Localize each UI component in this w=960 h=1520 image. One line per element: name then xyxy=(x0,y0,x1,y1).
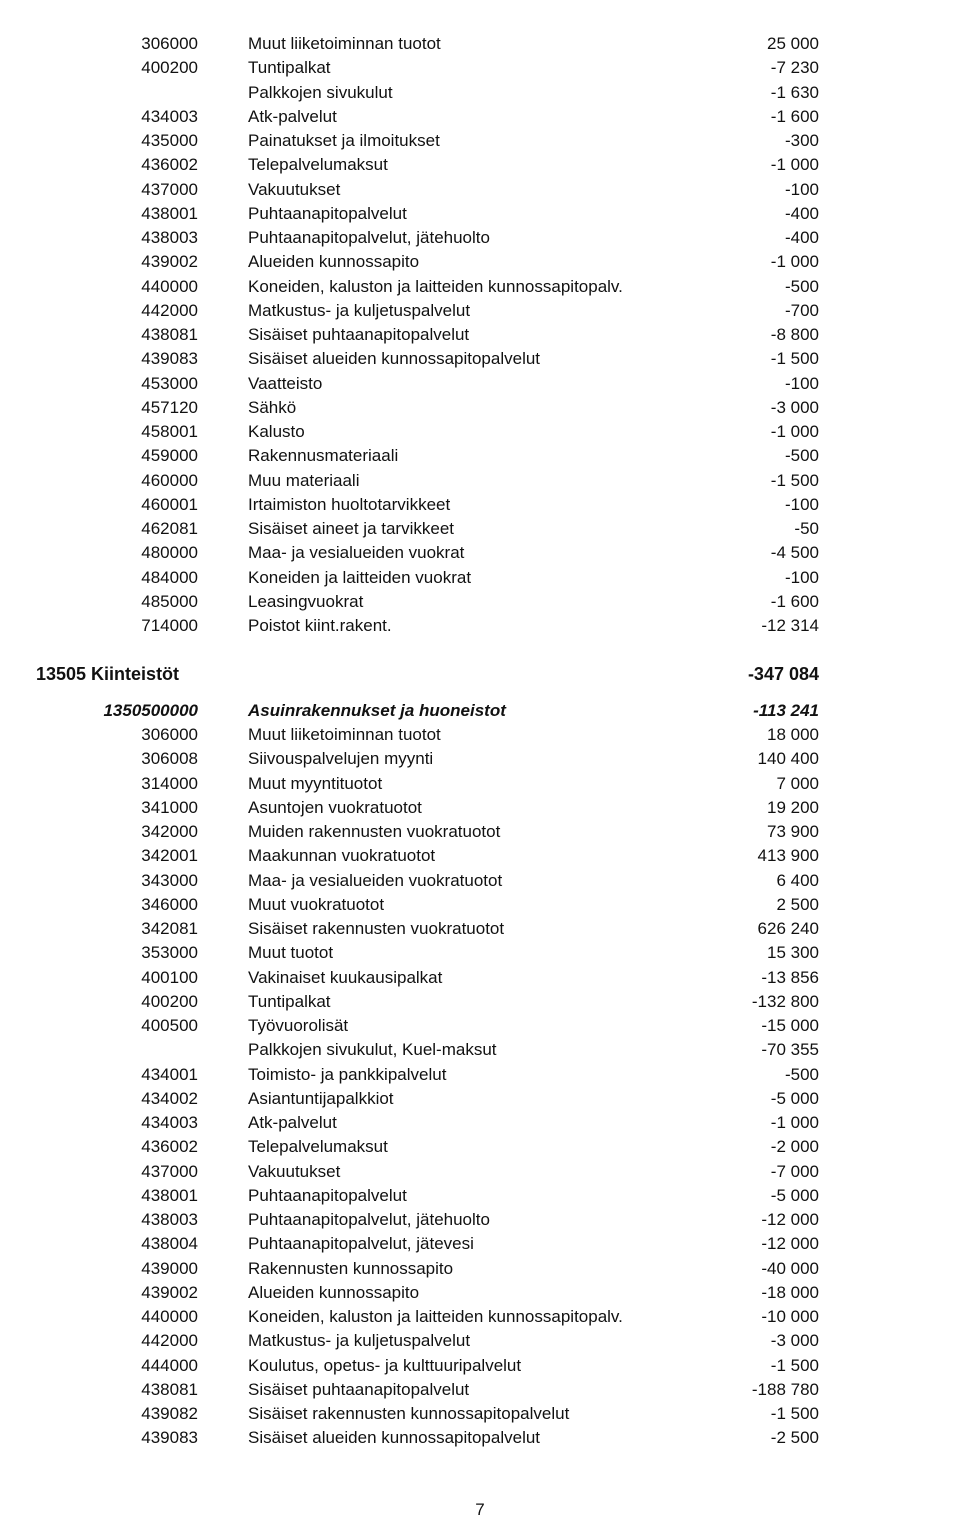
account-description: Koneiden, kaluston ja laitteiden kunnossapitopalv. xyxy=(248,1307,623,1326)
account-amount: -3 000 xyxy=(770,1331,819,1351)
table-row xyxy=(0,1038,960,1062)
table-row xyxy=(0,941,960,965)
table-row xyxy=(0,56,960,80)
account-code: 437000 xyxy=(141,1161,198,1181)
account-description: Siivouspalvelujen myynti xyxy=(248,749,434,769)
table-row xyxy=(0,493,960,517)
account-amount: -50 xyxy=(794,519,819,538)
account-code: 438001 xyxy=(141,203,198,223)
account-amount: 2 500 xyxy=(776,894,819,914)
account-description: Vakuutukset xyxy=(248,179,341,199)
table-row xyxy=(0,1208,960,1232)
table-row xyxy=(0,1184,960,1208)
account-description: Koulutus, opetus- ja kulttuuripalvelut xyxy=(248,1355,522,1375)
account-description: Puhtaanapitopalvelut xyxy=(248,203,407,223)
account-code: 439083 xyxy=(141,1428,198,1448)
account-description: Muut tuotot xyxy=(248,943,334,963)
table-row xyxy=(0,747,960,771)
account-amount: -1 630 xyxy=(770,82,819,102)
table-row xyxy=(0,202,960,226)
account-code: 341000 xyxy=(141,797,198,817)
account-description: Muu materiaali xyxy=(248,470,360,490)
account-code: 346000 xyxy=(141,894,198,914)
account-amount: 413 900 xyxy=(757,846,819,866)
account-description: Sisäiset rakennusten vuokratuotot xyxy=(248,919,505,938)
account-amount: -1 500 xyxy=(770,1404,819,1423)
account-description: Alueiden kunnossapito xyxy=(248,252,420,272)
account-code: 439083 xyxy=(141,349,198,369)
table-row xyxy=(0,820,960,844)
account-amount: -1 000 xyxy=(770,252,819,272)
account-description: Sisäiset puhtaanapitopalvelut xyxy=(248,325,470,344)
account-amount: -2 500 xyxy=(770,1428,819,1448)
account-description: Irtaimiston huoltotarvikkeet xyxy=(248,494,451,514)
account-amount: 626 240 xyxy=(757,919,819,938)
account-description: Rakennusmateriaali xyxy=(248,446,399,466)
account-description: Puhtaanapitopalvelut, jätevesi xyxy=(248,1234,474,1254)
account-code: 439002 xyxy=(141,1282,198,1302)
account-description: Sisäiset aineet ja tarvikkeet xyxy=(248,519,454,538)
account-code: 439002 xyxy=(141,252,198,272)
account-code: 438001 xyxy=(141,1185,198,1205)
table-row xyxy=(0,869,960,893)
account-code: 438003 xyxy=(141,1210,198,1229)
account-code: 438081 xyxy=(141,325,198,344)
account-code: 306000 xyxy=(141,725,198,744)
account-code: 434003 xyxy=(141,106,198,126)
account-description: Vaatteisto xyxy=(248,373,323,393)
account-code: 400200 xyxy=(141,58,198,78)
subsection-title: Asuinrakennukset ja huoneistot xyxy=(248,701,506,720)
table-row xyxy=(0,1014,960,1038)
account-code: 400100 xyxy=(141,967,198,987)
account-amount: -100 xyxy=(784,373,819,393)
account-description: Matkustus- ja kuljetuspalvelut xyxy=(248,1331,471,1351)
account-code: 314000 xyxy=(141,773,198,793)
account-description: Muut liiketoiminnan tuotot xyxy=(248,34,441,53)
account-description: Atk-palvelut xyxy=(248,1113,337,1132)
account-description: Tuntipalkat xyxy=(248,991,331,1011)
table-row xyxy=(0,614,960,638)
account-amount: 7 000 xyxy=(776,773,819,793)
account-amount: -10 000 xyxy=(761,1307,819,1326)
account-description: Vakinaiset kuukausipalkat xyxy=(248,967,443,987)
account-amount: -188 780 xyxy=(751,1379,819,1399)
table-row xyxy=(0,469,960,493)
account-amount: -1 600 xyxy=(770,106,819,126)
account-code: 400200 xyxy=(141,991,198,1011)
account-description: Muut vuokratuotot xyxy=(248,894,385,914)
section-header xyxy=(0,662,960,686)
account-description: Työvuorolisät xyxy=(248,1016,349,1035)
account-description: Telepalvelumaksut xyxy=(248,1137,388,1157)
table-row xyxy=(0,590,960,614)
page-number: 7 xyxy=(475,1500,485,1519)
account-description: Rakennusten kunnossapito xyxy=(248,1258,454,1278)
account-code: 438003 xyxy=(141,228,198,247)
table-row xyxy=(0,566,960,590)
account-code: 440000 xyxy=(141,1307,198,1326)
table-row xyxy=(0,796,960,820)
table-row xyxy=(0,32,960,56)
account-code: 453000 xyxy=(141,373,198,393)
account-amount: -13 856 xyxy=(761,967,819,987)
account-code: 460001 xyxy=(141,494,198,514)
account-amount: -5 000 xyxy=(770,1088,819,1108)
account-code: 442000 xyxy=(141,300,198,320)
account-code: 435000 xyxy=(141,131,198,150)
account-code: 342081 xyxy=(141,919,198,938)
account-amount: 19 200 xyxy=(767,797,819,817)
account-amount: -300 xyxy=(784,131,819,150)
table-row xyxy=(0,844,960,868)
account-amount: -500 xyxy=(784,1064,819,1084)
account-amount: -500 xyxy=(784,446,819,466)
table-row xyxy=(0,323,960,347)
account-code: 343000 xyxy=(141,870,198,890)
account-description: Puhtaanapitopalvelut xyxy=(248,1185,407,1205)
account-description: Vakuutukset xyxy=(248,1161,341,1181)
account-amount: 18 000 xyxy=(767,725,819,744)
account-code: 342000 xyxy=(141,822,198,841)
account-description: Koneiden ja laitteiden vuokrat xyxy=(248,567,472,587)
account-amount: -40 000 xyxy=(761,1258,819,1278)
account-amount: 6 400 xyxy=(776,870,819,890)
account-code: 438004 xyxy=(141,1234,198,1254)
account-description: Alueiden kunnossapito xyxy=(248,1282,420,1302)
account-code: 480000 xyxy=(141,543,198,563)
account-amount: -3 000 xyxy=(770,397,819,417)
account-amount: -7 000 xyxy=(770,1161,819,1181)
account-description: Sisäiset alueiden kunnossapitopalvelut xyxy=(248,349,541,369)
account-code: 434003 xyxy=(141,1113,198,1132)
account-description: Muiden rakennusten vuokratuotot xyxy=(248,822,501,841)
table-row xyxy=(0,1160,960,1184)
subsection-code: 1350500000 xyxy=(103,701,198,720)
account-amount: -400 xyxy=(784,203,819,223)
account-description: Asiantuntijapalkkiot xyxy=(248,1088,394,1108)
table-row xyxy=(0,1378,960,1402)
account-amount: 73 900 xyxy=(767,822,819,841)
account-code: 438081 xyxy=(141,1379,198,1399)
table-row xyxy=(0,275,960,299)
table-row xyxy=(0,1257,960,1281)
account-description: Muut myyntituotot xyxy=(248,773,383,793)
account-description: Palkkojen sivukulut, Kuel-maksut xyxy=(248,1040,497,1060)
account-code: 436002 xyxy=(141,1137,198,1157)
account-code: 437000 xyxy=(141,179,198,199)
account-description: Telepalvelumaksut xyxy=(248,155,388,175)
account-amount: -1 000 xyxy=(770,1113,819,1132)
account-amount: -4 500 xyxy=(770,543,819,563)
account-description: Muut liiketoiminnan tuotot xyxy=(248,725,441,744)
account-amount: -7 230 xyxy=(770,58,819,78)
table-row xyxy=(0,1354,960,1378)
account-description: Maa- ja vesialueiden vuokrat xyxy=(248,543,465,563)
account-amount: -1 000 xyxy=(770,422,819,441)
table-row xyxy=(0,1281,960,1305)
account-description: Leasingvuokrat xyxy=(248,591,364,611)
account-amount: -18 000 xyxy=(761,1282,819,1302)
account-code: 342001 xyxy=(141,846,198,866)
table-row xyxy=(0,372,960,396)
account-amount: -132 800 xyxy=(751,991,819,1011)
table-row xyxy=(0,444,960,468)
account-code: 457120 xyxy=(141,397,198,417)
table-row xyxy=(0,893,960,917)
account-description: Atk-palvelut xyxy=(248,106,337,126)
account-code: 306008 xyxy=(141,749,198,769)
account-amount: -1 000 xyxy=(770,155,819,175)
table-row xyxy=(0,1329,960,1353)
account-amount: 25 000 xyxy=(767,34,819,53)
account-description: Koneiden, kaluston ja laitteiden kunnossapitopalv. xyxy=(248,276,623,296)
account-code: 444000 xyxy=(141,1355,198,1375)
account-amount: -2 000 xyxy=(770,1137,819,1157)
account-code: 460000 xyxy=(141,470,198,490)
account-amount: 15 300 xyxy=(767,943,819,963)
account-code: 434002 xyxy=(141,1088,198,1108)
account-description: Matkustus- ja kuljetuspalvelut xyxy=(248,300,471,320)
table-row xyxy=(0,541,960,565)
account-description: Kalusto xyxy=(248,422,305,441)
table-row xyxy=(0,772,960,796)
table-row xyxy=(0,517,960,541)
account-code: 484000 xyxy=(141,567,198,587)
account-amount: -500 xyxy=(784,276,819,296)
section-total: -347 084 xyxy=(747,664,819,684)
account-amount: -100 xyxy=(784,494,819,514)
account-description: Toimisto- ja pankkipalvelut xyxy=(248,1064,447,1084)
account-description: Painatukset ja ilmoitukset xyxy=(248,131,440,150)
table-row xyxy=(0,1426,960,1450)
table-row xyxy=(0,966,960,990)
table-row xyxy=(0,347,960,371)
account-amount: -12 314 xyxy=(761,616,819,635)
table-row xyxy=(0,153,960,177)
account-description: Sisäiset puhtaanapitopalvelut xyxy=(248,1379,470,1399)
account-amount: -8 800 xyxy=(770,325,819,344)
account-code: 439082 xyxy=(141,1404,198,1423)
account-amount: -15 000 xyxy=(761,1016,819,1035)
account-code: 440000 xyxy=(141,276,198,296)
account-amount: -1 600 xyxy=(770,591,819,611)
account-code: 439000 xyxy=(141,1258,198,1278)
account-code: 306000 xyxy=(141,34,198,53)
table-row xyxy=(0,1135,960,1159)
account-amount: -1 500 xyxy=(770,349,819,369)
table-row xyxy=(0,990,960,1014)
account-code: 442000 xyxy=(141,1331,198,1351)
account-description: Maa- ja vesialueiden vuokratuotot xyxy=(248,870,503,890)
account-description: Palkkojen sivukulut xyxy=(248,82,393,102)
account-code: 485000 xyxy=(141,591,198,611)
table-row xyxy=(0,129,960,153)
account-code: 434001 xyxy=(141,1064,198,1084)
account-code: 714000 xyxy=(141,616,198,635)
account-description: Maakunnan vuokratuotot xyxy=(248,846,436,866)
account-amount: -100 xyxy=(784,179,819,199)
account-description: Puhtaanapitopalvelut, jätehuolto xyxy=(248,1210,490,1229)
table-row xyxy=(0,1402,960,1426)
account-code: 462081 xyxy=(141,519,198,538)
account-code: 436002 xyxy=(141,155,198,175)
account-amount: -700 xyxy=(784,300,819,320)
table-row xyxy=(0,1087,960,1111)
account-amount: -5 000 xyxy=(770,1185,819,1205)
account-amount: -1 500 xyxy=(770,470,819,490)
subsection-header xyxy=(0,699,960,723)
table-row xyxy=(0,81,960,105)
section-label: 13505 Kiinteistöt xyxy=(36,664,180,684)
account-code: 459000 xyxy=(141,446,198,466)
table-row xyxy=(0,105,960,129)
account-amount: -1 500 xyxy=(770,1355,819,1375)
account-description: Tuntipalkat xyxy=(248,58,331,78)
table-row xyxy=(0,1111,960,1135)
table-row xyxy=(0,420,960,444)
account-amount: 140 400 xyxy=(757,749,819,769)
table-row xyxy=(0,226,960,250)
table-row xyxy=(0,396,960,420)
table-row xyxy=(0,1305,960,1329)
account-amount: -100 xyxy=(784,567,819,587)
table-row xyxy=(0,917,960,941)
account-amount: -400 xyxy=(784,228,819,247)
account-code: 400500 xyxy=(141,1016,198,1035)
table-row xyxy=(0,1232,960,1256)
account-code: 353000 xyxy=(141,943,198,963)
account-amount: -12 000 xyxy=(761,1210,819,1229)
table-row xyxy=(0,723,960,747)
account-description: Poistot kiint.rakent. xyxy=(248,616,392,635)
account-description: Puhtaanapitopalvelut, jätehuolto xyxy=(248,228,490,247)
account-description: Sisäiset rakennusten kunnossapitopalvelut xyxy=(248,1404,570,1423)
account-code: 458001 xyxy=(141,422,198,441)
account-description: Sisäiset alueiden kunnossapitopalvelut xyxy=(248,1428,541,1448)
table-row xyxy=(0,1063,960,1087)
subsection-total: -113 241 xyxy=(753,701,819,720)
account-description: Asuntojen vuokratuotot xyxy=(248,797,422,817)
table-row xyxy=(0,299,960,323)
account-amount: -70 355 xyxy=(761,1040,819,1060)
table-row xyxy=(0,178,960,202)
account-description: Sähkö xyxy=(248,397,297,417)
account-amount: -12 000 xyxy=(761,1234,819,1254)
table-row xyxy=(0,250,960,274)
